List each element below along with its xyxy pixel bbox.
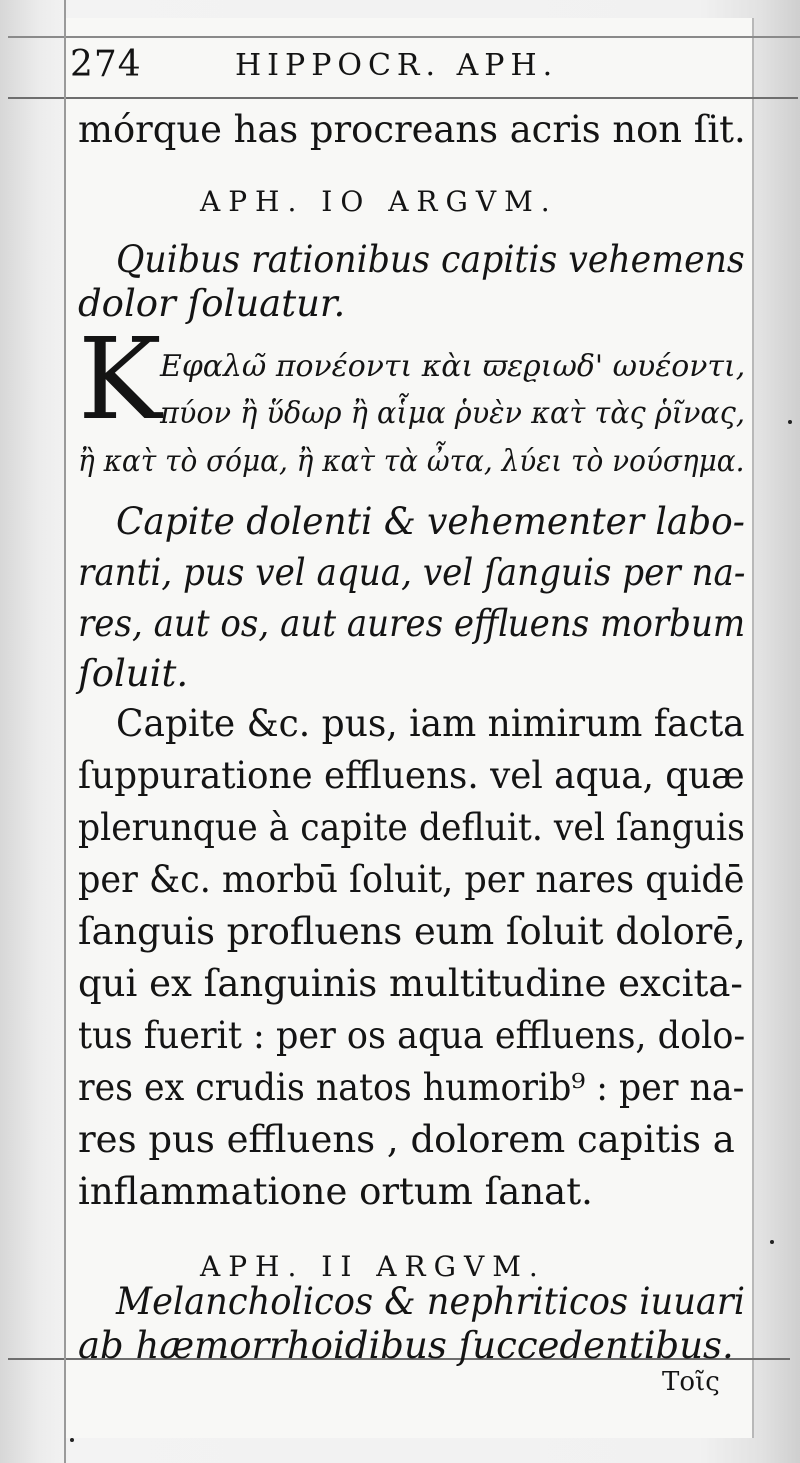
top-rule bbox=[8, 36, 800, 38]
header-rule bbox=[8, 97, 798, 99]
greek-line: ἢ κατ̀ τὸ σόμα, ἢ κατ̀ τὰ ὦτα, λύει τὸ νούσημα. bbox=[78, 444, 745, 479]
commentary-line: qui ex ſanguinis multitudine excita- bbox=[78, 962, 743, 1005]
commentary-line: ſuppuratione effluens. vel aqua, quæ bbox=[78, 754, 745, 797]
argument-line: Quibus rationibus capitis vehemens bbox=[116, 238, 745, 281]
gutter-line bbox=[64, 0, 66, 1463]
argument-line: ab hæmorrhoidibus ſuccedentibus. bbox=[78, 1324, 734, 1367]
latin-translation-line: ſoluit. bbox=[78, 652, 189, 695]
commentary-line: res pus effluens , dolorem capitis a bbox=[78, 1118, 735, 1161]
latin-translation-line: ranti, pus vel aqua, vel ſanguis per na- bbox=[78, 551, 746, 594]
latin-translation-line: res, aut os, aut aures effluens morbum bbox=[78, 602, 746, 645]
section-heading: APH. IO ARGVM. bbox=[200, 185, 558, 218]
page-number: 274 bbox=[70, 44, 142, 85]
argument-line: dolor ſoluatur. bbox=[78, 282, 346, 325]
running-title: HIPPOCR. APH. bbox=[235, 48, 559, 83]
ink-speck bbox=[70, 1438, 74, 1442]
commentary-line: tus fuerit : per os aqua effluens, dolo- bbox=[78, 1014, 746, 1057]
section-heading: APH. II ARGVM. bbox=[200, 1250, 546, 1283]
commentary-line: res ex crudis natos humorib⁹ : per na- bbox=[78, 1066, 745, 1109]
commentary-line: Capite &c. pus, iam nimirum facta bbox=[116, 702, 745, 745]
greek-line: Εφαλω̃ πονέοντι κὰι ϖεϱιωδ' ωυέοντι, bbox=[160, 349, 746, 384]
ink-speck bbox=[788, 420, 792, 424]
ink-speck bbox=[770, 1240, 774, 1244]
text-line: mórque has procreans acris non ſit. bbox=[78, 108, 746, 151]
latin-translation-line: Capite dolenti & vehementer labo- bbox=[116, 500, 745, 543]
commentary-line: plerunque à capite defluit. vel ſanguis bbox=[78, 806, 745, 849]
commentary-line: ſanguis profluens eum ſoluit dolorē, bbox=[78, 910, 746, 953]
commentary-line: per &c. morbū ſoluit, per nares quidē bbox=[78, 858, 745, 901]
greek-line: πύον ἢ ὕδωρ ἢ αἷμα ῥυὲν κατ̀ τὰς ῥῖνας, bbox=[160, 396, 746, 431]
argument-line: Melancholicos & nephriticos iuuari bbox=[116, 1280, 746, 1323]
drop-cap: K bbox=[78, 315, 162, 445]
catchword: Τοῖς bbox=[662, 1367, 720, 1397]
commentary-line: inflammatione ortum ſanat. bbox=[78, 1170, 593, 1213]
running-header bbox=[70, 44, 750, 94]
